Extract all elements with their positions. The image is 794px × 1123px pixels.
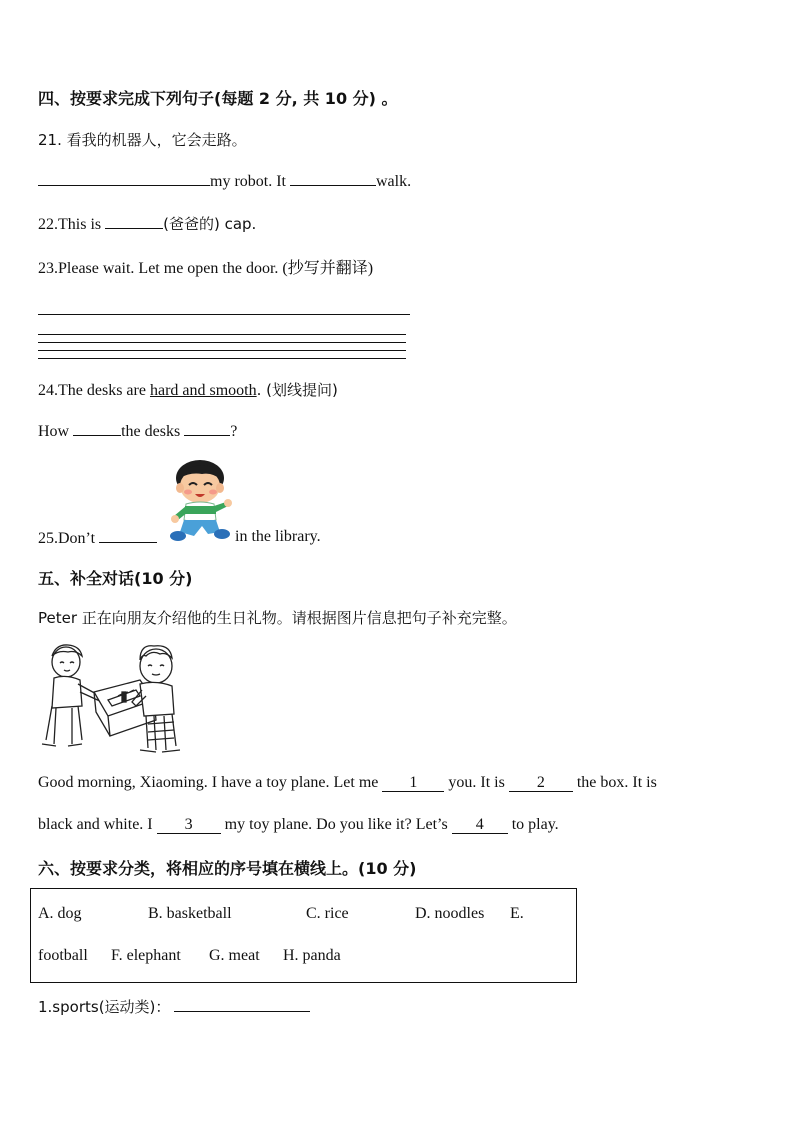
q1-sports-label: 1.sports(运动类)： — [38, 998, 171, 1016]
blank-number-4: 4 — [475, 816, 484, 833]
q22-prefix: 22.This is — [38, 216, 102, 233]
blank-number-1: 1 — [409, 774, 418, 791]
q25-suffix: in the library. — [235, 528, 321, 545]
q24-blank-2[interactable] — [184, 421, 230, 436]
q21-part2: walk. — [376, 173, 412, 190]
q24-prefix: 24.The desks are — [38, 382, 150, 399]
running-boy-image — [168, 458, 232, 546]
dialog-2c: to play. — [511, 816, 559, 833]
q23-write-line-4[interactable] — [38, 350, 406, 351]
option-f: F. elephant — [111, 947, 181, 964]
q23-write-line-5[interactable] — [38, 358, 406, 359]
section-5-heading: 五、补全对话(10 分) — [38, 569, 193, 588]
q23-write-line-1[interactable] — [38, 314, 410, 315]
option-b: B. basketball — [148, 905, 232, 922]
q24-mid: the desks — [121, 423, 181, 440]
q22-blank[interactable] — [105, 214, 163, 229]
dialog-2a: black and white. I — [38, 816, 153, 833]
dialog-1a: Good morning, Xiaoming. I have a toy plane. Let me — [38, 774, 379, 791]
section-5-intro: Peter 正在向朋友介绍他的生日礼物。请根据图片信息把句子补充完整。 — [38, 609, 517, 627]
q24-how: How — [38, 423, 70, 440]
dialog-blank-3[interactable] — [157, 817, 221, 834]
q21-prompt: 21. 看我的机器人，它会走路。 — [38, 131, 247, 149]
section-4-heading: 四、按要求完成下列句子(每题 2 分, 共 10 分) 。 — [38, 89, 398, 108]
q21-blank-2[interactable] — [290, 171, 376, 186]
q23-write-line-2[interactable] — [38, 334, 406, 335]
q1-sports-line — [38, 996, 310, 1017]
option-c: C. rice — [306, 905, 349, 922]
dialog-line-2 — [38, 816, 559, 834]
q25-prefix-line — [38, 528, 157, 548]
dialog-line-1 — [38, 774, 657, 792]
q24-end: ? — [230, 423, 238, 440]
q22-suffix: (爸爸的) cap. — [163, 215, 257, 233]
option-d: D. noodles — [415, 905, 485, 922]
q21-answer-line — [38, 171, 411, 191]
blank-number-3: 3 — [184, 816, 193, 833]
q24-suffix: . (划线提问) — [256, 381, 338, 399]
option-e-letter: E. — [510, 905, 524, 922]
q25-blank[interactable] — [99, 528, 157, 543]
option-h: H. panda — [283, 947, 341, 964]
option-g: G. meat — [209, 947, 260, 964]
dialog-blank-2[interactable] — [509, 775, 573, 792]
section-6-heading: 六、按要求分类，将相应的序号填在横线上。(10 分) — [38, 859, 417, 878]
dialog-blank-1[interactable] — [382, 775, 444, 792]
dialog-1c: the box. It is — [576, 774, 657, 791]
option-a: A. dog — [38, 905, 82, 922]
option-e-word: football — [38, 947, 88, 964]
dialog-blank-4[interactable] — [452, 817, 508, 834]
kids-with-gift-box-image — [36, 640, 184, 756]
dialog-1b: you. It is — [448, 774, 505, 791]
q24-answer-line — [38, 421, 237, 441]
q25-prefix: 25.Don’t — [38, 530, 96, 547]
q23-text: 23.Please wait. Let me open the door. (抄写并翻译) — [38, 260, 374, 277]
q21-part1: my robot. It — [210, 173, 286, 190]
q1-sports-blank[interactable] — [174, 997, 310, 1012]
blank-number-2: 2 — [536, 774, 545, 791]
q22-line — [38, 213, 256, 234]
options-box — [30, 888, 577, 983]
q23-write-line-3[interactable] — [38, 342, 406, 343]
q24-question — [38, 379, 338, 400]
q24-underlined: hard and smooth — [149, 382, 257, 399]
q21-blank-1[interactable] — [38, 171, 210, 186]
dialog-2b: my toy plane. Do you like it? Let’s — [224, 816, 448, 833]
q24-blank-1[interactable] — [73, 421, 121, 436]
